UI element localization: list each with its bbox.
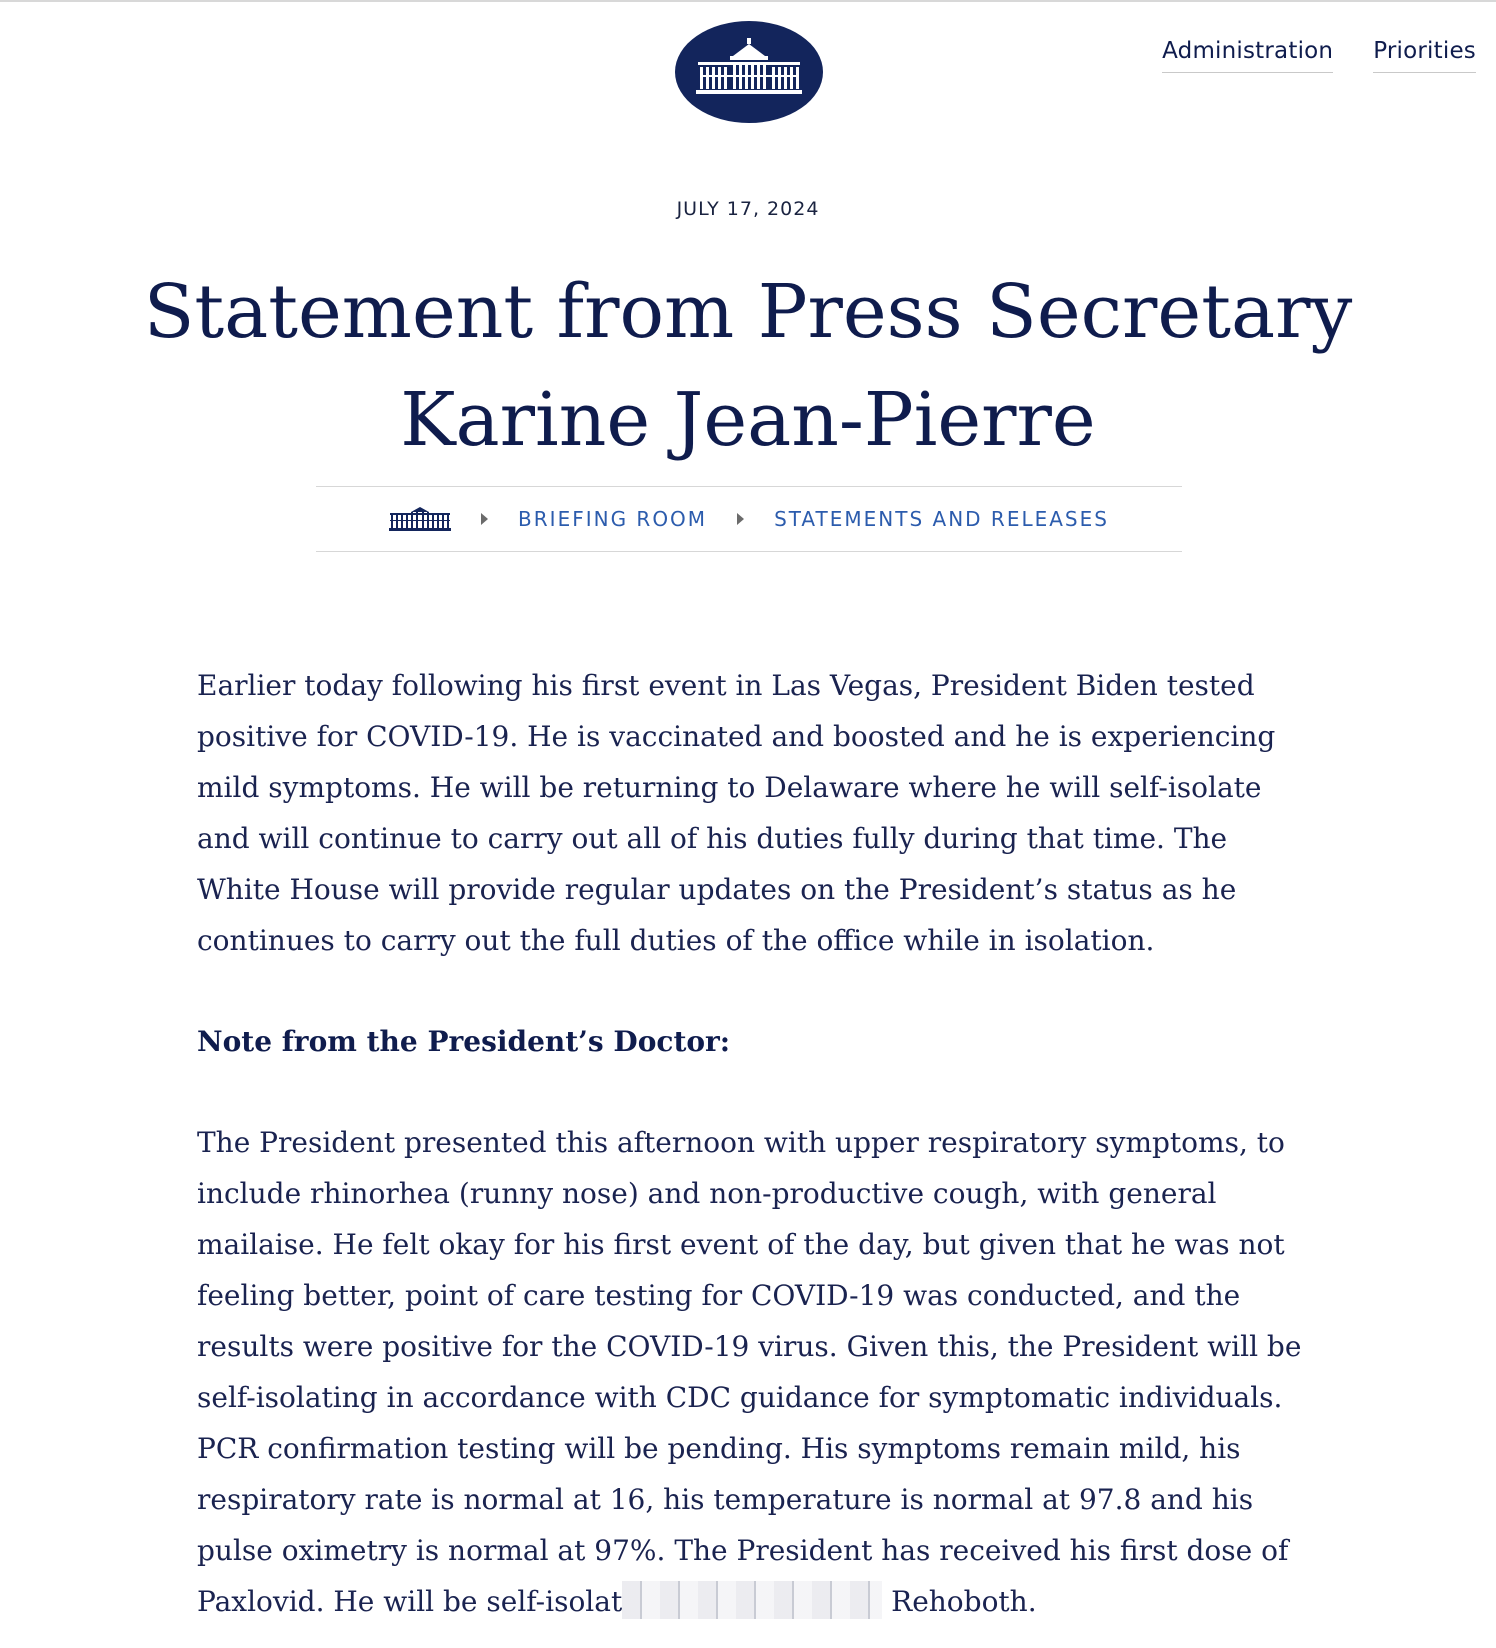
redaction-watermark [622, 1581, 882, 1619]
breadcrumb [316, 486, 1182, 552]
title-line-2: Karine Jean-Pierre [400, 377, 1096, 463]
article-body [197, 660, 1317, 1627]
paragraph-1: Earlier today following his first event in Las Vegas, President Biden tested positive for COVID-19. He is vaccinated and boosted and he is experiencing mild symptoms. He will be returning to Delaware where he will self-isolate and will continue to carry out all of his duties fully during that time. The White House will provide regular updates on the President’s status as he continues to carry out the full duties of the office while in isolation. [197, 669, 1276, 957]
chevron-right-icon [481, 513, 488, 525]
breadcrumb-home[interactable] [389, 506, 481, 532]
top-border [0, 0, 1496, 2]
white-house-icon [389, 506, 451, 532]
white-house-logo[interactable] [674, 20, 824, 124]
article-date: JULY 17, 2024 [676, 198, 820, 220]
title-line-1: Statement from Press Secretary [143, 269, 1353, 355]
nav-priorities[interactable]: Priorities [1373, 38, 1476, 73]
paragraph-2-end: Rehoboth. [891, 1585, 1037, 1618]
paragraph-2 [197, 1117, 1317, 1627]
doctor-note-heading: Note from the President’s Doctor: [197, 1025, 731, 1058]
breadcrumb-briefing-room[interactable]: BRIEFING ROOM [518, 507, 708, 531]
breadcrumb-statements-and-releases[interactable]: STATEMENTS AND RELEASES [774, 507, 1109, 531]
top-navigation [1162, 38, 1476, 73]
page-title [100, 258, 1396, 474]
chevron-right-icon [737, 513, 744, 525]
paragraph-2-text: The President presented this afternoon with upper respiratory symptoms, to include rhinorhea (runny nose) and non-productive cough, with general mailaise. He felt okay for his first event of the day, but given that he was not feeling better, point of care testing for COVID-19 was conducted, and the results were positive for the COVID-19 virus. Given this, the President will be self-isolating in accordance with CDC guidance for symptomatic individuals. PCR confirmation testing will be pending. His symptoms remain mild, his respiratory rate is normal at 16, his temperature is normal at 97.8 and his pulse oximetry is normal at 97%. The President has received his first dose of Paxlovid. He will be self-isolat [197, 1126, 1302, 1618]
white-house-seal-icon [674, 20, 824, 124]
nav-administration[interactable]: Administration [1162, 38, 1333, 73]
